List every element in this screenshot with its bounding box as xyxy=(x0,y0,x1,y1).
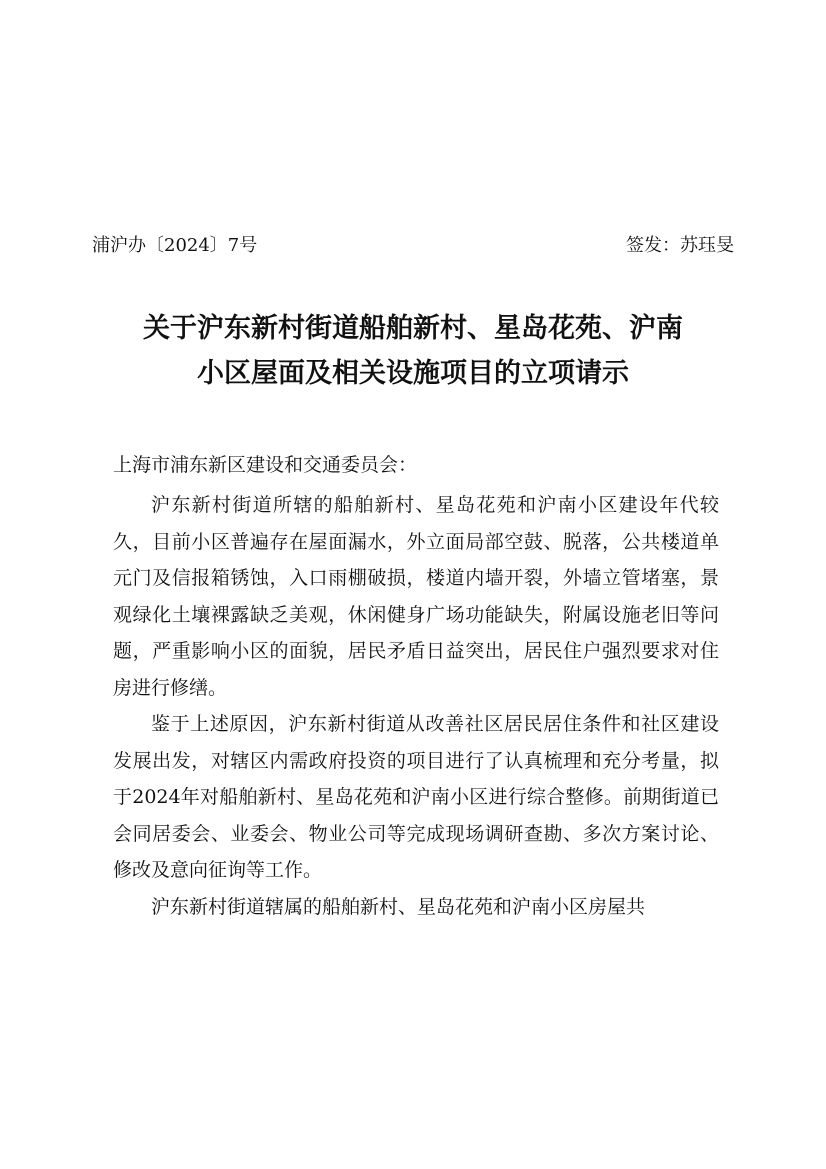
paragraph-3: 沪东新村街道辖属的船舶新村、星岛花苑和沪南小区房屋共 xyxy=(151,895,646,918)
document-body xyxy=(113,487,719,925)
document-number: 浦沪办〔2024〕7号 xyxy=(92,235,258,256)
paragraph-2: 鉴于上述原因，沪东新村街道从改善社区居民居住条件和社区建设发展出发，对辖区内需政府投资的项目进行了认真梳理和充分考量，拟于2024年对船舶新村、星岛花苑和沪南小区进行综合整修。前期街道已会同居委会、业委会、物业公司等完成现场调研查勘、多次方案讨论、修改及意向征询等工作。 xyxy=(113,713,719,881)
document-header xyxy=(92,234,734,258)
document-title xyxy=(80,306,746,396)
title-line-1: 关于沪东新村街道船舶新村、星岛花苑、沪南 xyxy=(143,313,683,344)
signer: 签发：苏珏旻 xyxy=(626,235,734,256)
title-line-2: 小区屋面及相关设施项目的立项请示 xyxy=(197,358,629,389)
salutation: 上海市浦东新区建设和交通委员会： xyxy=(113,454,418,476)
paragraph-1: 沪东新村街道所辖的船舶新村、星岛花苑和沪南小区建设年代较久，目前小区普遍存在屋面漏水，外立面局部空鼓、脱落，公共楼道单元门及信报箱锈蚀，入口雨棚破损，楼道内墙开裂，外墙立管堵塞，景观绿化土壤裸露缺乏美观，休闲健身广场功能缺失，附属设施老旧等问题，严重影响小区的面貌，居民矛盾日益突出，居民住户强烈要求对住房进行修缮。 xyxy=(113,494,719,699)
